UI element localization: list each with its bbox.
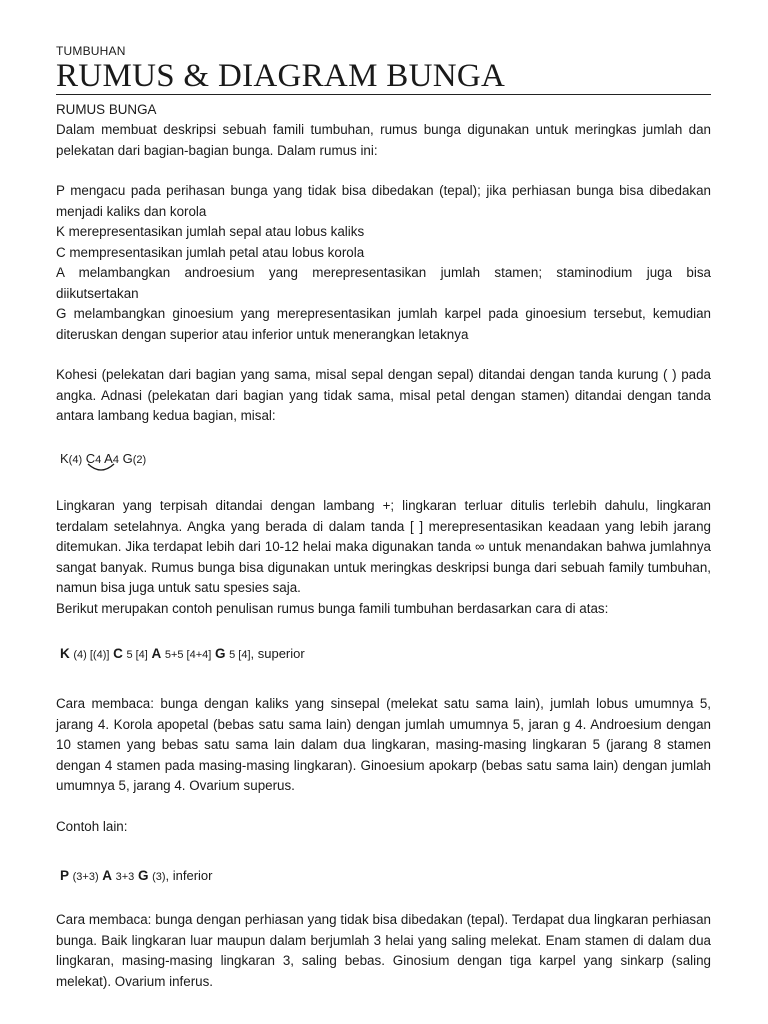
formula1-c-num: 4 bbox=[95, 454, 102, 466]
formula3-p: P bbox=[60, 868, 70, 883]
formula1-k: K bbox=[60, 451, 69, 466]
paragraph-contoh-lain: Contoh lain: bbox=[56, 819, 128, 834]
formula-example-inferior bbox=[60, 868, 310, 883]
section-heading: RUMUS BUNGA bbox=[56, 102, 157, 117]
definition-k: K merepresentasikan jumlah sepal atau lobus kaliks bbox=[56, 224, 365, 239]
formula2-g: G bbox=[214, 646, 226, 661]
formula1-g-num: (2) bbox=[132, 454, 147, 466]
definition-g: G melambangkan ginoesium yang merepresentasikan jumlah karpel pada ginoesium tersebut, kemudian diteruskan dengan superior atau inferior untuk menerangkan letaknya bbox=[56, 306, 711, 342]
paragraph-kohesi: Kohesi (pelekatan dari bagian yang sama, misal sepal dengan sepal) ditandai dengan tanda kurung ( ) pada angka. Adnasi (pelekatan dari bagian yang tidak sama, misal petal dengan stamen) ditandai dengan tanda antara lambang kedua bagian, misal: bbox=[56, 367, 711, 423]
formula2-a-num: 5+5 [4+4] bbox=[164, 649, 212, 661]
formula3-p-num: (3+3) bbox=[72, 871, 99, 883]
adnasi-arc-icon bbox=[86, 462, 116, 474]
header-kicker: TUMBUHAN bbox=[56, 44, 126, 58]
page-title: RUMUS & DIAGRAM BUNGA bbox=[56, 58, 711, 95]
formula2-position: , superior bbox=[250, 646, 305, 661]
formula2-c-num: 5 [4] bbox=[126, 649, 148, 661]
formula3-g-num: (3) bbox=[152, 871, 166, 883]
formula3-a-num: 3+3 bbox=[115, 871, 135, 883]
formula-example-superior bbox=[60, 646, 360, 661]
paragraph-cara-membaca-2: Cara membaca: bunga dengan perhiasan yang tidak bisa dibedakan (tepal). Terdapat dua lingkaran perhiasan bunga. Baik lingkaran luar maupun dalam berjumlah 3 helai yang saling melekat. Enam stamen di dalam dua lingkaran, masing-masing lingkaran 3, saling bebas. Ginosium dengan tiga karpel yang sinkarp (saling melekat). Ovarium inferus. bbox=[56, 912, 711, 989]
definition-a-line1: A melambangkan androesium yang merepresentasikan jumlah stamen; staminodium juga bisa bbox=[56, 265, 711, 280]
definition-p: P mengacu pada perihasan bunga yang tidak bisa dibedakan (tepal); jika perhiasan bunga bisa dibedakan menjadi kaliks dan korola bbox=[56, 183, 711, 219]
paragraph-cara-membaca-1: Cara membaca: bunga dengan kaliks yang sinsepal (melekat satu sama lain), jumlah lobus umumnya 5, jarang 4. Korola apopetal (bebas satu sama lain) dengan jumlah umumnya 5, jaran g 4. Androesium dengan 10 stamen yang bebas satu sama lain dalam dua lingkaran, masing-masing lingkaran 5 (jarang 8 stamen dengan 4 stamen pada masing-masing lingkaran). Ginoesium apokarp (bebas satu sama lain) dengan jumlah umumnya 5, jarang 4. Ovarium superus. bbox=[56, 696, 711, 793]
formula3-g: G bbox=[137, 868, 149, 883]
formula2-g-num: 5 [4] bbox=[229, 649, 251, 661]
formula2-c: C bbox=[113, 646, 123, 661]
formula1-g: G bbox=[122, 451, 133, 466]
definition-a-line2: diikutsertakan bbox=[56, 286, 139, 301]
formula2-k-num: (4) [(4)] bbox=[73, 649, 110, 661]
paragraph-lingkaran: Lingkaran yang terpisah ditandai dengan lambang +; lingkaran terluar ditulis terlebih dahulu, lingkaran terdalam setelahnya. Angka yang berada di dalam tanda [ ] merepresentasikan keadaan yang lebih jarang ditemukan. Jika terdapat lebih dari 10-12 helai maka digunakan tanda ∞ untuk menandakan bahwa jumlahnya sangat banyak. Rumus bunga bisa digunakan untuk meringkas deskripsi bunga dari sebuah family tumbuhan, namun bisa juga untuk satu spesies saja. bbox=[56, 498, 711, 595]
definition-c: C mempresentasikan jumlah petal atau lobus korola bbox=[56, 245, 365, 260]
formula2-k: K bbox=[60, 646, 70, 661]
formula3-a: A bbox=[102, 868, 113, 883]
paragraph-intro: Dalam membuat deskripsi sebuah famili tumbuhan, rumus bunga digunakan untuk meringkas jumlah dan pelekatan dari bagian-bagian bunga. Dalam rumus ini: bbox=[56, 122, 711, 158]
formula1-c: C bbox=[85, 451, 96, 466]
formula1-a: A bbox=[104, 451, 113, 466]
formula1-k-num: (4) bbox=[68, 454, 83, 466]
formula1-a-num: 4 bbox=[112, 454, 119, 466]
formula2-a: A bbox=[151, 646, 162, 661]
paragraph-berikut: Berikut merupakan contoh penulisan rumus bunga famili tumbuhan berdasarkan cara di atas: bbox=[56, 601, 609, 616]
formula3-position: , inferior bbox=[165, 868, 213, 883]
